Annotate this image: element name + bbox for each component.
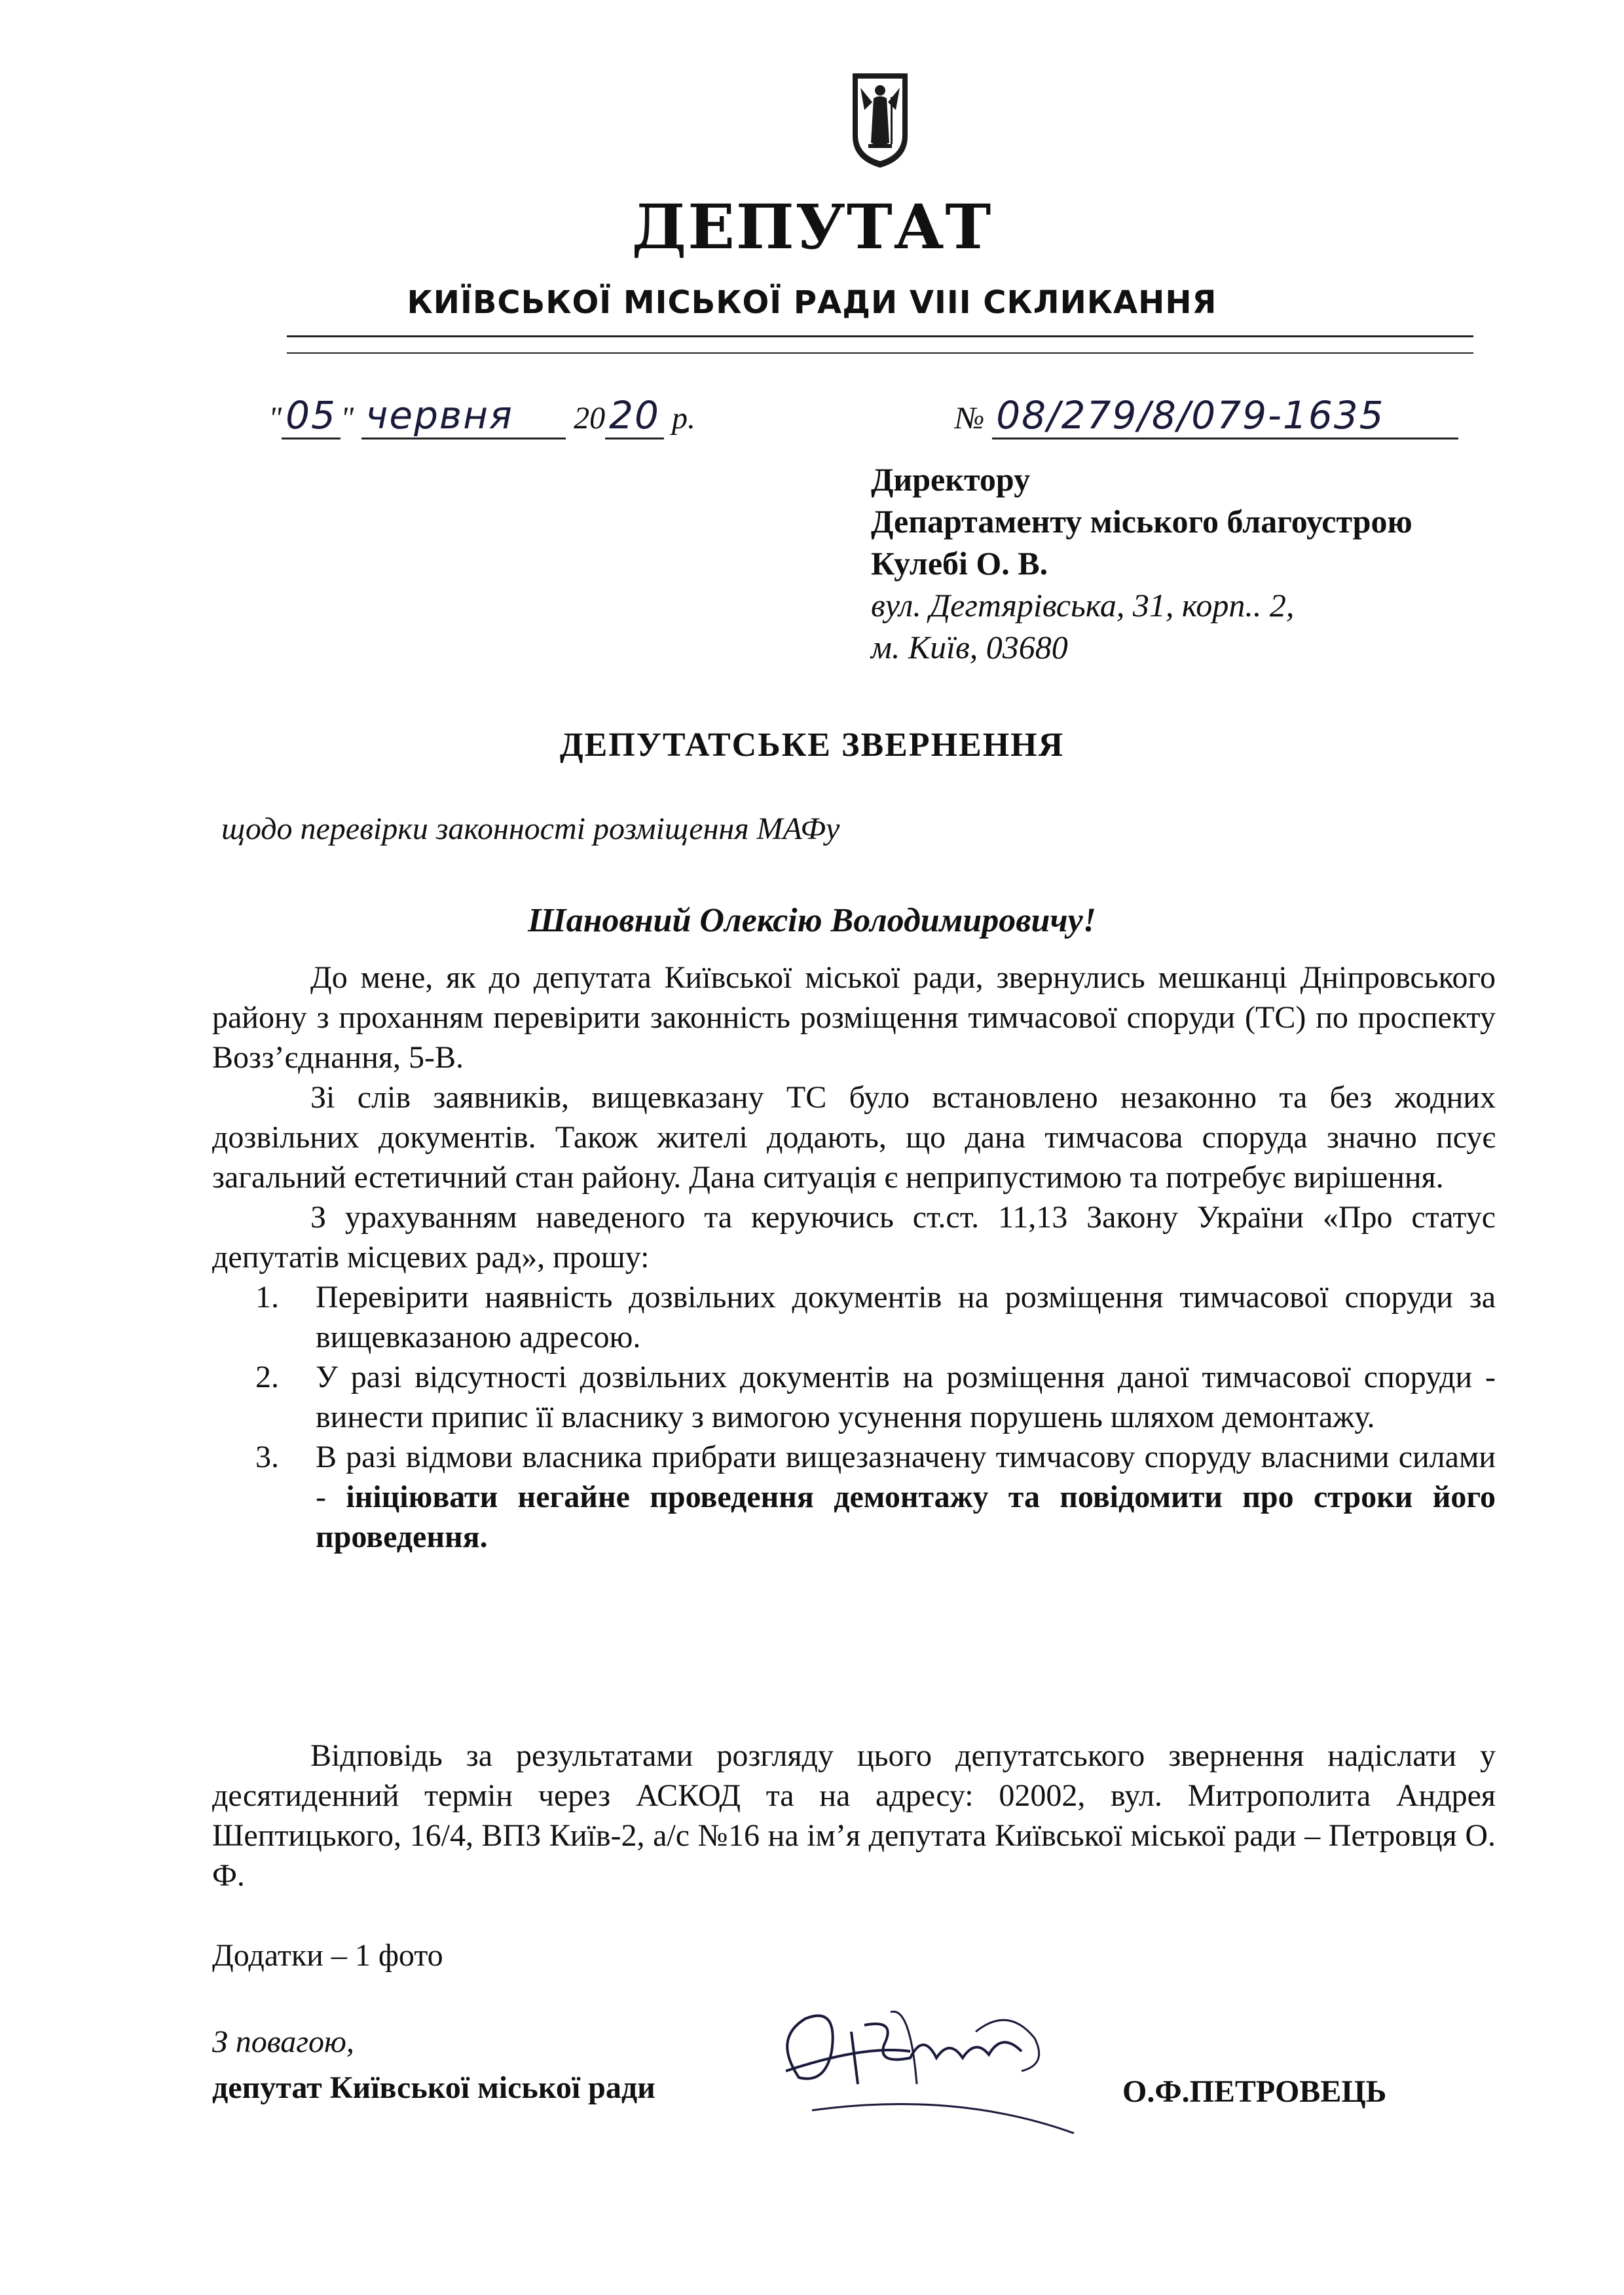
document-number — [955, 393, 1458, 439]
number-value: 08/279/8/079-1635 — [992, 393, 1458, 439]
header-title: ДЕПУТАТ — [631, 191, 993, 263]
date-year-tail: р. — [671, 401, 695, 436]
list-item-number: 2. — [255, 1360, 279, 1394]
header-divider-top — [287, 335, 1473, 337]
list-item — [212, 1357, 1496, 1437]
reply-paragraph-block — [212, 1736, 1496, 1895]
closing-regards: З повагою, — [212, 2024, 354, 2059]
list-item-number: 1. — [255, 1280, 279, 1315]
paragraph: Зі слів заявників, вищевказану ТС було встановлено незаконно та без жодних дозвільних документів. Також жителі додають, що дана тимчасова споруда значно псує загальний естетичний стан району. Дана ситуація є неприпустимою та потребує вирішення. — [212, 1080, 1496, 1195]
document-body — [212, 958, 1496, 1557]
addressee-department: Департаменту міського благоустрою — [871, 503, 1412, 540]
attachments: Додатки – 1 фото — [212, 1938, 443, 1973]
handwritten-signature — [760, 1992, 1100, 2143]
signer-name: О.Ф.ПЕТРОВЕЦЬ — [1122, 2074, 1387, 2109]
list-item — [212, 1277, 1496, 1357]
date-quote-open: " — [268, 401, 282, 436]
kyiv-coat-of-arms-icon — [850, 71, 910, 170]
addressee-name: Кулебі О. В. — [871, 545, 1048, 582]
list-item-bold-text: ініціювати негайне проведення демонтажу та повідомити про строки його проведення. — [316, 1480, 1496, 1554]
addressee-street: вул. Дегтярівська, 31, корп.. 2, — [871, 587, 1295, 624]
list-item — [212, 1437, 1496, 1557]
list-item-text: Перевірити наявність дозвільних документів на розміщення тимчасової споруди за вищевказаною адресою. — [316, 1280, 1496, 1354]
list-item-number: 3. — [255, 1440, 279, 1474]
date-month: червня — [361, 393, 566, 439]
addressee-city: м. Київ, 03680 — [871, 629, 1068, 665]
number-prefix: № — [955, 401, 985, 436]
document-date — [268, 393, 695, 439]
request-list — [212, 1277, 1496, 1557]
header-divider-bottom — [287, 352, 1473, 354]
document-title: ДЕПУТАТСЬКЕ ЗВЕРНЕННЯ — [559, 726, 1065, 764]
document-subject: щодо перевірки законності розміщення МАФу — [221, 812, 840, 846]
header-subtitle: КИЇВСЬКОЇ МІСЬКОЇ РАДИ VIII СКЛИКАННЯ — [407, 284, 1217, 321]
addressee-position: Директору — [871, 461, 1031, 498]
date-day: 05 — [282, 393, 341, 439]
date-year-prefix: 20 — [574, 401, 606, 436]
greeting: Шановний Олексію Володимировичу! — [528, 902, 1096, 939]
closing-position: депутат Київської міської ради — [212, 2070, 655, 2105]
paragraph: З урахуванням наведеного та керуючись ст.ст. 11,13 Закону України «Про статус депутатів місцевих рад», прошу: — [212, 1200, 1496, 1275]
list-item-text: В разі відмови власника прибрати вищезазначену тимчасову споруду власними силами - — [316, 1440, 1496, 1514]
reply-paragraph: Відповідь за результатами розгляду цього депутатського звернення надіслати у десятиденний термін через АСКОД та на адресу: 02002, вул. Митрополита Андрея Шептицького, 16/4, ВПЗ Київ-2, а/с №16 на ім’я депутата Київської міської ради – Петровця О. Ф. — [212, 1738, 1496, 1893]
list-item-text: У разі відсутності дозвільних документів на розміщення даної тимчасової споруди - винести припис її власнику з вимогою усунення порушень шляхом демонтажу. — [316, 1360, 1496, 1434]
paragraph: До мене, як до депутата Київської міської ради, звернулись мешканці Дніпровського району з проханням перевірити законність розміщення тимчасової споруди (ТС) по проспекту Возз’єднання, 5-В. — [212, 960, 1496, 1075]
addressee-block — [871, 458, 1412, 668]
date-quote-close: " — [340, 401, 354, 436]
date-year-suffix: 20 — [605, 393, 664, 439]
